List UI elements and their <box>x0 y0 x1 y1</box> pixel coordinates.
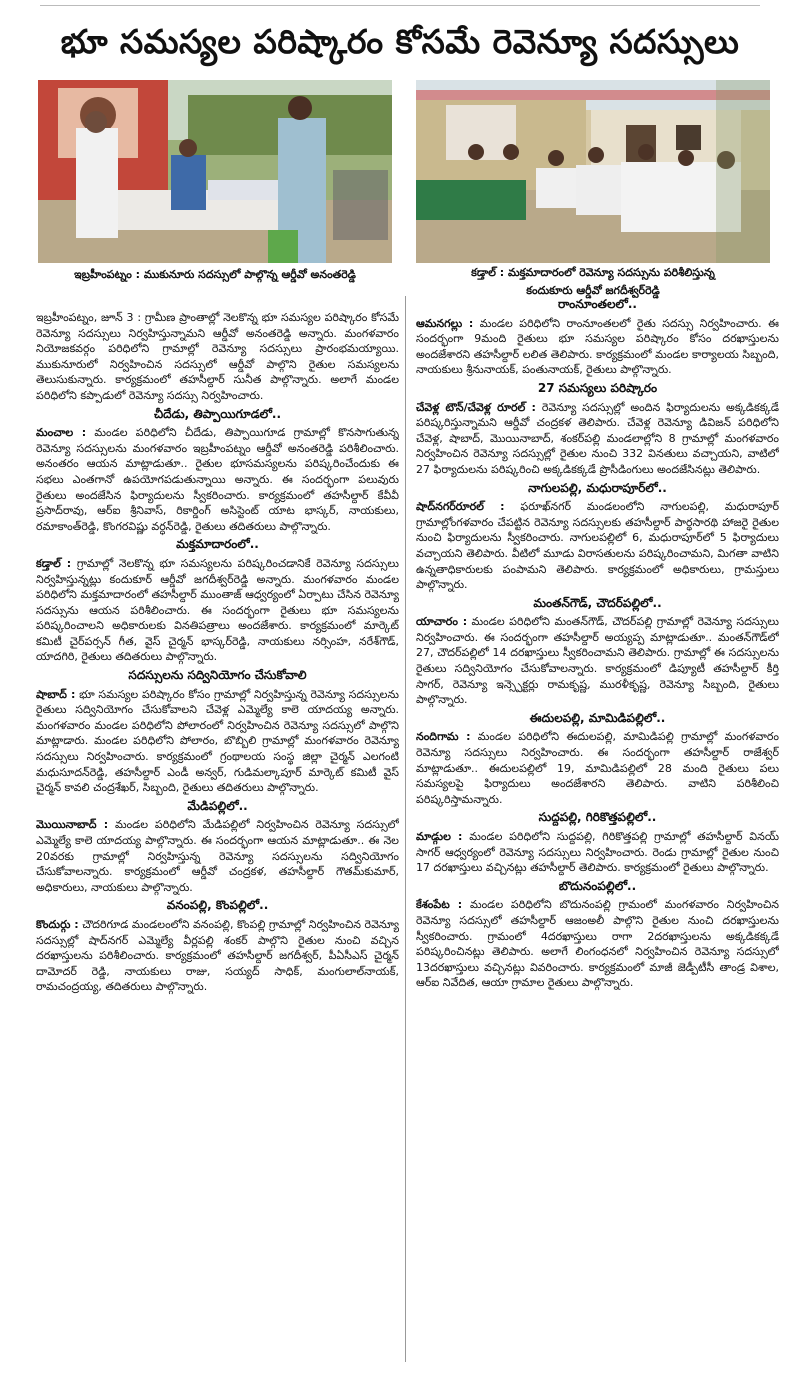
photo-caption-left: ఇబ్రహీంపట్నం : ముకునూరు సదస్సులో పాల్గొన్న ఆర్డీవో అనంతరెడ్డి <box>74 268 356 281</box>
paragraph-kadtal <box>36 556 399 665</box>
dateline-manchala: మంచాల : <box>36 426 87 440</box>
paragraph-shadnagar <box>416 499 779 593</box>
paragraph-yacharam <box>416 614 779 708</box>
subhead-maktamadaram: మక్తమాదారంలో.. <box>176 537 259 552</box>
paragraph-manchala <box>36 425 399 534</box>
dateline-keshampet: కేశంపేట : <box>416 898 463 912</box>
body-nandigama: మండల పరిధిలోని ఈదులపల్లి, మామిడిపల్లి గ్రామాల్లో మంగళవారం రెవెన్యూ సదస్సులు నిర్వహించారు. ఈ సందర్భంగా తహసీల్దార్ రాజేశ్వర్ మాట్లాడుతూ.. ఈదులపల్లిలో 19, మామిడిపల్లిలో 28 మంది రైతులు పలు సమస్యలపై ఫిర్యాదులు అందజేశారని తెలిపారు. వాటిని పరిశీలించి పరిష్కరిస్తామన్నారు. <box>416 730 779 806</box>
subhead-suddapalli: సుద్దపల్లి, గిరికొత్తపల్లిలో.. <box>538 810 657 825</box>
dateline-moinabad: మొయినాబాద్ : <box>36 818 109 832</box>
dateline-kondurgu: కొందుర్గు : <box>36 917 79 931</box>
subhead-manthangoud: మంతన్‌గౌడ్, చౌదర్‌పల్లిలో.. <box>533 595 662 610</box>
top-rule <box>40 5 760 6</box>
subhead-27-samasyalu: 27 సమస్యలు పరిష్కారం <box>537 380 658 395</box>
dateline-yacharam: యాచారం : <box>416 615 468 629</box>
right-column <box>416 294 779 1370</box>
paragraph-chevella <box>416 400 779 478</box>
subhead-edulapalli: ఈదులపల్లి, మామిడిపల్లిలో.. <box>529 710 666 725</box>
paragraph-amangal <box>416 316 779 378</box>
subhead-nagulapalli: నాగులపల్లి, మధురాపూర్‌లో.. <box>528 480 667 495</box>
photo-caption-right-line2: కందుకూరు ఆర్డీవో జగదీశ్వర్‌రెడ్డి <box>526 284 660 297</box>
paragraph-moinabad <box>36 817 399 895</box>
body-madgula: మండల పరిధిలోని సుద్దపల్లి, గిరికొత్తపల్లి గ్రామాల్లో తహసీల్దార్ వినయ్ సాగర్ ఆధ్వర్యంలో రెవెన్యూ సదస్సులు నిర్వహించారు. రెండు గ్రామాల్లో రైతుల నుంచి 17 దరఖాస్తులు వచ్చినట్లు తహసీల్దార్ తెలిపారు. కార్యక్రమంలో రైతులు పాల్గొన్నారు. <box>416 830 779 875</box>
paragraph-nandigama <box>416 729 779 807</box>
photo-mukunuru-sadassu <box>38 80 392 263</box>
body-kondurgu: చౌదరిగూడ మండలంలోని వనంపల్లి, కొంపల్లి గ్రామాల్లో నిర్వహించిన రెవెన్యూ సదస్సుల్లో షాద్‌నగర్ ఎమ్మెల్యే వీర్లపల్లి శంకర్ పాల్గొని రైతుల నుంచి వచ్చిన దరఖాస్తులను పరిశీలించారు. కార్యక్రమంలో తహసీల్దార్ జగదీశ్వర్, పీఏసీఎస్ చైర్మన్ దామోదర్ రెడ్డి, నాయకులు రాజు, సయ్యద్ సాధిక్, మంగులాల్‌నాయక్, రామచంద్రయ్య, తదితరులు పాల్గొన్నారు. <box>36 917 399 994</box>
dateline-amangal: ఆమనగల్లు : <box>416 316 474 330</box>
dateline-chevella: చేవెళ్ల టౌన్/చేవెళ్ల రూరల్ : <box>416 400 536 414</box>
body-amangal: మండల పరిధిలోని రాంనూంతలలో రైతు సదస్సు నిర్వహించారు. ఈ సందర్భంగా 9మంది రైతులు భూ సమస్యల పరిష్కారం కోసం దరఖాస్తులను అందజేశారని తహసీల్దార్ లలిత తెలిపారు. కార్యక్రమంలో మండల కార్యాలయ సిబ్బంది, నాయకులు శ్రీనునాయక్, పంతునాయక్, రైతులు పాల్గొన్నారు. <box>416 316 779 377</box>
left-column <box>36 310 399 1370</box>
body-moinabad: మండల పరిధిలోని మేడిపల్లిలో నిర్వహించిన రెవెన్యూ సదస్సులో ఎమ్మెల్యే కాలె యాదయ్య పాల్గొన్నారు. ఈ సందర్భంగా ఆయన మాట్లాడుతూ.. ఈ నెల 20వరకు గ్రామాల్లో నిర్వహిస్తున్న రెవెన్యూ సదస్సులను సద్వినియోగం చేసుకోవాలన్నారు. కార్యక్రమంలో ఆర్డీవో చంద్రకళ, తహసీల్దార్ గౌతమ్‌కుమార్, అధికారులు, నాయకులు పాల్గొన్నారు. <box>36 818 399 894</box>
paragraph-keshampet <box>416 897 779 991</box>
paragraph-madgula <box>416 829 779 876</box>
body-manchala: మండల పరిధిలోని చీదేడు, తిప్పాయిగూడ గ్రామాల్లో కొనసాగుతున్న రెవెన్యూ సదస్సులను మంగళవారం ఇబ్రహీంపట్నం ఆర్డీవో అనంతరెడ్డి పరిశీలించారు. అనంతరం ఆయన మాట్లాడుతూ.. రైతుల భూసమస్యలను పరిష్కరించేందుకు ఈ సభలు ఎంతగానో ఉపయోగపడుతున్నాయి అన్నారు. ఈ సందర్భంగా పలువురు రైతులు అందజేసిన ఫిర్యాదులను స్వీకరించారు. కార్యక్రమంలో తహసీల్దార్ కేవీవీ ప్రసాద్‌రావు, ఆర్ఐ శ్రీనివాస్, రికార్డింగ్ అసిస్టెంట్ యాట భాస్కర్, నాయకులు, రమాకాంత్‌రెడ్డి, కొంగరవిష్ణు వర్ధన్‌రెడ్డి, రైతులు తదితరులు పాల్గొన్నారు. <box>36 426 399 533</box>
dateline-shadnagar: షాద్‌నగర్‌రూరల్ : <box>416 500 505 514</box>
photo-caption-right-line1: కడ్తాల్ : మక్తమాదారంలో రెవెన్యూ సదస్సును పరిశీలిస్తున్న <box>471 266 715 279</box>
dateline-nandigama: నందిగామ : <box>416 730 471 744</box>
body-kadtal: గ్రామాల్లో నెలకొన్న భూ సమస్యలను పరిష్కరించడానికే రెవెన్యూ సదస్సులు నిర్వహిస్తున్నట్లు కందుకూర్ ఆర్డీవో జగదీశ్వర్‌రెడ్డి అన్నారు. మంగళవారం మండల పరిధిలోని మక్తమాదారంలో తహసీల్దార్ ముంతాజ్ ఆధ్వర్యంలో ఏర్పాటు చేసిన రెవెన్యూ సదస్సును ఆయన పరిశీలించారు. ఈ సందర్భంగా రైతులు భూ సమస్యలను పరిష్కరించాలని అధికారులకు వినతిపత్రాలు అందజేశారు. కార్యక్రమంలో మార్కెట్ కమిటీ చైర్‌పర్సన్ గీత, వైస్ చైర్మన్ భాస్కర్‌రెడ్డి, నాయకులు నర్సింహ, నరేశ్‌గౌడ్, యాదగిరి, రైతులు తదితరులు పాల్గొన్నారు. <box>36 556 399 664</box>
dateline-shabad: షాబాద్ : <box>36 687 76 701</box>
subhead-ramnuntala: రాంనూంతలలో.. <box>558 297 637 311</box>
subhead-chidedu: చీదేడు, తిప్పాయిగూడలో.. <box>153 406 282 421</box>
subhead-bodunampalli: బొదునంపల్లిలో.. <box>558 878 637 893</box>
paragraph-shabad <box>36 687 399 796</box>
body-shabad: భూ సమస్యల పరిష్కారం కోసం గ్రామాల్లో నిర్వహిస్తున్న రెవెన్యూ సదస్సులను రైతులు సద్వినియోగం చేసుకోవాలని చేవెళ్ల ఎమ్మెల్యే కాలె యాదయ్య అన్నారు. మంగళవారం మండల పరిధిలోని పోలారంలో నిర్వహించిన రెవెన్యూ సదస్సులో పాల్గొని మాట్లాడారు. మండల పరిధిలోని పోలారం, బొబ్బిలి గ్రామాల్లో మంగళవారం రెవెన్యూ సదస్సులు నిర్వహించారు. కార్యక్రమంలో గ్రంథాలయ సంస్థ జిల్లా చైర్మన్ ఎలగంటి మధుసూదన్‌రెడ్డి, తహసీల్దార్ ఎండీ అన్వర్, గుడిమల్కాపూర్ మార్కెట్ కమిటీ వైస్ చైర్మన్ కావలి చంద్రశేఖర్, సిబ్బంది, రైతులు తదితరులు పాల్గొన్నారు. <box>36 687 399 795</box>
body-yacharam: మండల పరిధిలోని మంతన్‌గౌడ్, చౌదర్‌పల్లి గ్రామాల్లో రెవెన్యూ సదస్సులు నిర్వహించారు. ఈ సందర్భంగా తహసీల్దార్ అయ్యప్ప మాట్లాడుతూ.. మంతన్‌గౌడ్‌లో 27, చౌదర్‌పల్లిలో 14 దరఖాస్తులు స్వీకరించామని తెలిపారు. గ్రామాల్లో ఈ సదస్సులను రైతులు సద్వినియోగం చేసుకోవాలన్నారు. కార్యక్రమంలో డిప్యూటీ తహసీల్దార్ కీర్తి సాగర్, రెవెన్యూ ఇన్స్పెక్టర్లు రామకృష్ణ, మురళీకృష్ణ, రెవెన్యూ సిబ్బంది, రైతులు పాల్గొన్నారు. <box>416 615 779 707</box>
subhead-sadvinoyogam: సదస్సులను సద్వినియోగం చేసుకోవాలి <box>128 668 307 683</box>
body-keshampet: మండల పరిధిలోని బొదునంపల్లి గ్రామంలో మంగళవారం నిర్వహించిన రెవెన్యూ సదస్సులో తహసీల్దార్ ఆజంఅలీ పాల్గొని రైతుల నుంచి దరఖాస్తులను స్వీకరించారు. గ్రామంలో 4దరఖాస్తులు రాగా 2దరఖాస్తులను అక్కడికక్కడే పరిష్కరించినట్లు తెలిపారు. అలాగే లింగంధనలో నిర్వహించిన రెవెన్యూ సదస్సులో 13దరఖాస్తులు వచ్చినట్లు వివరించారు. కార్యక్రమంలో మాజీ జెడ్పీటీసీ తాండ్ర విశాల, ఆర్ఐ నివేదిత, ఆయా గ్రామాల రైతులు పాల్గొన్నారు. <box>416 898 779 990</box>
photo-maktamadaram-sadassu <box>416 80 770 263</box>
body-shadnagar: ఫరూఖ్‌నగర్ మండలంలోని నాగులపల్లి, మధురాపూర్ గ్రామాల్లోంగళవారం చేపట్టిన రెవెన్యూ సదస్సులకు తహసీల్దార్ పార్థసారథి హాజరై రైతుల నుంచి ఫిర్యాదులను స్వీకరించారు. నాగులపల్లిలో 6, మధురాపూర్‌లో 5 ఫిర్యాదులు వచ్చాయని తెలిపారు. వీటిలో మూడు విరాసతులను పరిష్కరించామని, మిగతా వాటిని ఉన్నతాధికారులకు పంపామని తెలిపారు. కార్యక్రమంలో అధికారులు, గ్రామస్తులు పాల్గొన్నారు. <box>416 500 779 592</box>
paragraph-kondurgu <box>36 917 399 995</box>
dateline-madgula: మాడ్గుల : <box>416 830 463 843</box>
body-chevella: రెవెన్యూ సదస్సుల్లో అందిన ఫిర్యాదులను అక్కడికక్కడే పరిష్కరిస్తున్నామని ఆర్డీవో చంద్రకళ తెలిపారు. చేవెళ్ల రెవెన్యూ డివిజన్ పరిధిలోని చేవెళ్ల, షాబాద్, మొయినాబాద్, శంకర్‌పల్లి మండలాల్లోని 8 గ్రామాల్లో మంగళవారం నిర్వహించిన రెవెన్యూ సదస్సుల్లో రైతుల నుంచి 332 వినతులు వచ్చాయని, వాటిలో 27 ఫిర్యాదులను పరిష్కరించి అక్కడికక్కడే ప్రొసీడింగులు అందజేసినట్లు తెలిపారు. <box>416 400 779 476</box>
subhead-medipalli: మేడిపల్లిలో.. <box>187 798 248 813</box>
column-divider <box>405 296 406 1362</box>
subhead-vanampalli: వనంపల్లి, కొంపల్లిలో.. <box>166 898 269 913</box>
intro-paragraph: ఇబ్రహీంపట్నం, జూన్ 3 : గ్రామీణ ప్రాంతాల్లో నెలకొన్న భూ సమస్యల పరిష్కారం కోసమే రెవెన్యూ సదస్సులు నిర్వహిస్తున్నామని ఆర్డీవో అనంతరెడ్డి అన్నారు. మంగళవారం నియోజకవర్గం పరిధిలోని గ్రామాల్లో రెవెన్యూ సదస్సులు ప్రారంభమయ్యాయి. ముకునూరులో నిర్వహించిన సదస్సులో ఆర్డీవో పాల్గొని రైతుల సమస్యలను తెలుసుకున్నారు. కార్యక్రమంలో తహసీల్దార్ సునీత పాల్గొన్నారు. అలాగే మండల పరిధిలోని కప్పాడులో రెవెన్యూ సదస్సు నిర్వహించారు. <box>36 311 399 402</box>
headline: భూ సమస్యల పరిష్కారం కోసమే రెవెన్యూ సదస్సులు <box>60 22 740 61</box>
dateline-kadtal: కడ్తాల్ : <box>36 556 72 570</box>
